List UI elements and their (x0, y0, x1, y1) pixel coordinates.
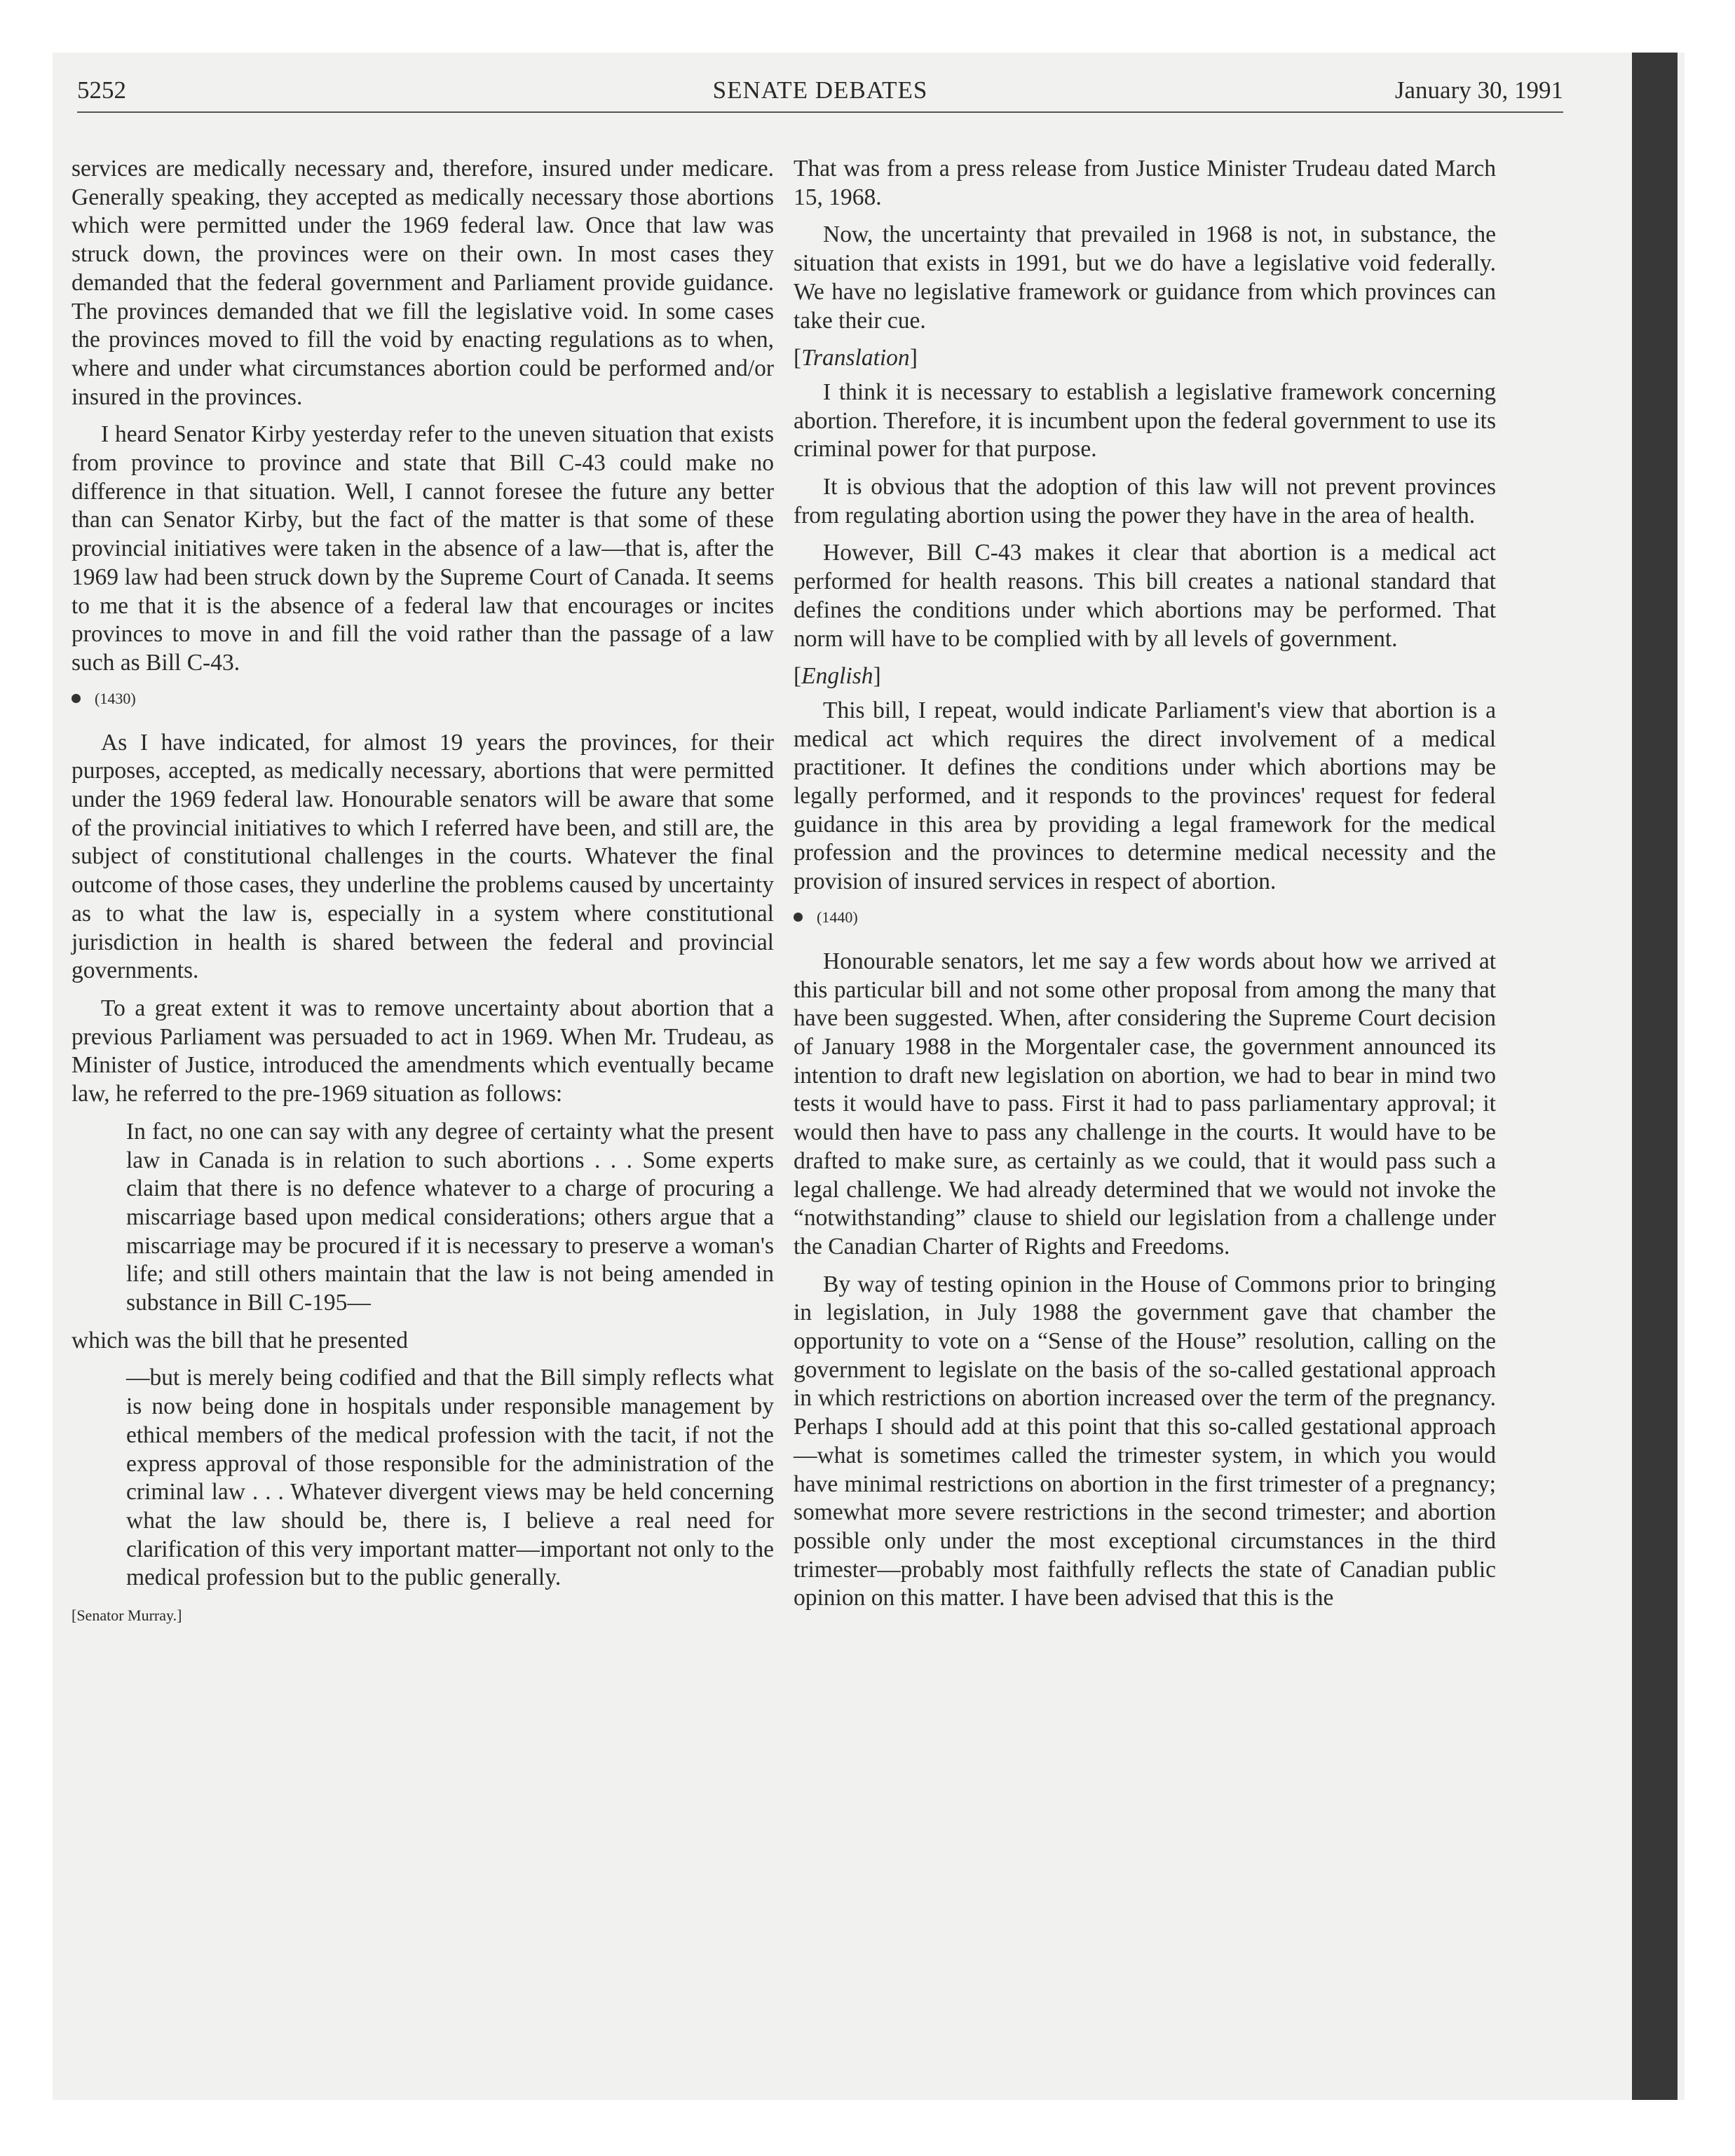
speaker-footer: [Senator Murray.] (72, 1606, 182, 1625)
paragraph: This bill, I repeat, would indicate Parliament's view that abortion is a medical act which requires the direct involvement of a medical practitioner. It defines the conditions under which abortions may be legally performed, and it responds to the provinces' request for federal guidance in this area by providing a legal framework for the medical profession and the provinces to determine medical necessity and the provision of insured services in respect of abortion. (794, 697, 1496, 895)
time-marker (794, 906, 1496, 929)
paragraph: services are medically necessary and, therefore, insured under medicare. Generally speaking, they accepted as medically necessary those abortions which were permitted under the 1969 federal law. Once that law was struck down, the provinces were on their own. In most cases they demanded that the federal government and Parliament provide guidance. The provinces demanded that we fill the legislative void. In some cases the provinces moved to fill the void by enacting regulations as to when, where and under what circumstances abortion could be performed and/or insured in the provinces. (72, 156, 774, 410)
time-marker (72, 687, 774, 711)
paragraph: It is obvious that the adoption of this law will not prevent provinces from regulating abortion using the power they have in the area of health. (794, 474, 1496, 528)
scan-edge-shadow (1632, 53, 1678, 2100)
paragraph: I heard Senator Kirby yesterday refer to the uneven situation that exists from province to province and state that Bill C-43 could make no difference in that situation. Well, I cannot foresee the future any better than can Senator Kirby, but the fact of the matter is that some of these provincial initiatives were taken in the absence of a law—that is, after the 1969 law had been struck down by the Supreme Court of Canada. It seems to me that it is the absence of a federal law that encourages or incites provinces to move in and fill the void rather than the passage of a law such as Bill C-43. (72, 421, 774, 676)
paragraph: To a great extent it was to remove uncertainty about abortion that a previous Parliament was persuaded to act in 1969. When Mr. Trudeau, as Minister of Justice, introduced the amendments which eventually became law, he referred to the pre-1969 situation as follows: (72, 995, 774, 1107)
bullet-dot-icon (794, 913, 803, 922)
block-quote: —but is merely being codified and that the Bill simply reflects what is now being done in hospitals under responsible management by ethical members of the medical profession with the tacit, if not the express approval of those responsible for the administration of the criminal law . . . Whatever divergent views may be held concerning what the law should be, there is, I believe a real need for clarification of this very important matter—important not only to the medical profession but to the public generally. (126, 1365, 774, 1591)
block-quote: In fact, no one can say with any degree of certainty what the present law in Canada is in relation to such abortions . . . Some experts claim that there is no defence whatever to a charge of procuring a miscarriage based upon medical considerations; others argue that a miscarriage may be procured if it is necessary to preserve a woman's life; and still others maintain that the law is not being amended in substance in Bill C-195— (126, 1118, 774, 1316)
interjection: which was the bill that he presented (72, 1327, 409, 1353)
paragraph: However, Bill C-43 makes it clear that abortion is a medical act performed for health reasons. This bill creates a national standard that defines the conditions under which abortions may be performed. That norm will have to be complied with by all levels of government. (794, 540, 1496, 652)
language-label-text: Translation (801, 345, 910, 371)
time-marker-label: (1430) (95, 689, 136, 707)
publication-title: SENATE DEBATES (712, 76, 928, 104)
session-date: January 30, 1991 (1394, 76, 1563, 104)
running-header (77, 72, 1563, 113)
bullet-dot-icon (72, 694, 81, 703)
page-number: 5252 (77, 76, 126, 104)
language-label-text: English (801, 663, 873, 690)
language-label: [Translation] (794, 345, 918, 371)
paragraph: Now, the uncertainty that prevailed in 1968 is not, in substance, the situation that exists in 1991, but we do have a legislative void federally. We have no legislative framework or guidance from which provinces can take their cue. (794, 221, 1496, 334)
left-column (72, 155, 774, 1626)
language-label: [English] (794, 663, 881, 690)
paragraph: That was from a press release from Justice Minister Trudeau dated March 15, 1968. (794, 156, 1496, 210)
time-marker-label: (1440) (817, 908, 858, 926)
right-column (794, 155, 1496, 1622)
paragraph: Honourable senators, let me say a few words about how we arrived at this particular bill and not some other proposal from among the many that have been suggested. When, after considering the Supreme Court decision of January 1988 in the Morgentaler case, the government announced its intention to draft new legislation on abortion, we had to bear in mind two tests it would have to pass. First it had to pass parliamentary approval; it would then have to pass any challenge in the courts. It would have to be drafted to make sure, as certainly as we could, that it would pass such a legal challenge. We had already determined that we would not invoke the “notwithstanding” clause to shield our legislation from a challenge under the Canadian Charter of Rights and Freedoms. (794, 948, 1496, 1260)
paragraph: I think it is necessary to establish a legislative framework concerning abortion. Therefore, it is incumbent upon the federal government to use its criminal power for that purpose. (794, 378, 1496, 463)
paragraph: By way of testing opinion in the House of Commons prior to bringing in legislation, in July 1988 the government gave that chamber the opportunity to vote on a “Sense of the House” resolution, calling on the government to legislate on the basis of the so-called gestational approach in which restrictions on abortion increased over the term of the pregnancy. Perhaps I should add at this point that this so-called gestational approach—what is sometimes called the trimester system, in which you would have minimal restrictions on abortion in the first trimester of a pregnancy; somewhat more severe restrictions in the second trimester; and abortion possible only under the most exceptional circumstances in the third trimester—probably most faithfully reflects the state of Canadian public opinion on this matter. I have been advised that this is the (794, 1271, 1496, 1611)
paragraph: As I have indicated, for almost 19 years the provinces, for their purposes, accepted, as medically necessary, abortions that were permitted under the 1969 federal law. Honourable senators will be aware that some of the provincial initiatives to which I referred have been, and still are, the subject of constitutional challenges in the courts. Whatever the final outcome of those cases, they underline the problems caused by uncertainty as to what the law is, especially in a system where constitutional jurisdiction in health is shared between the federal and provincial governments. (72, 729, 774, 984)
